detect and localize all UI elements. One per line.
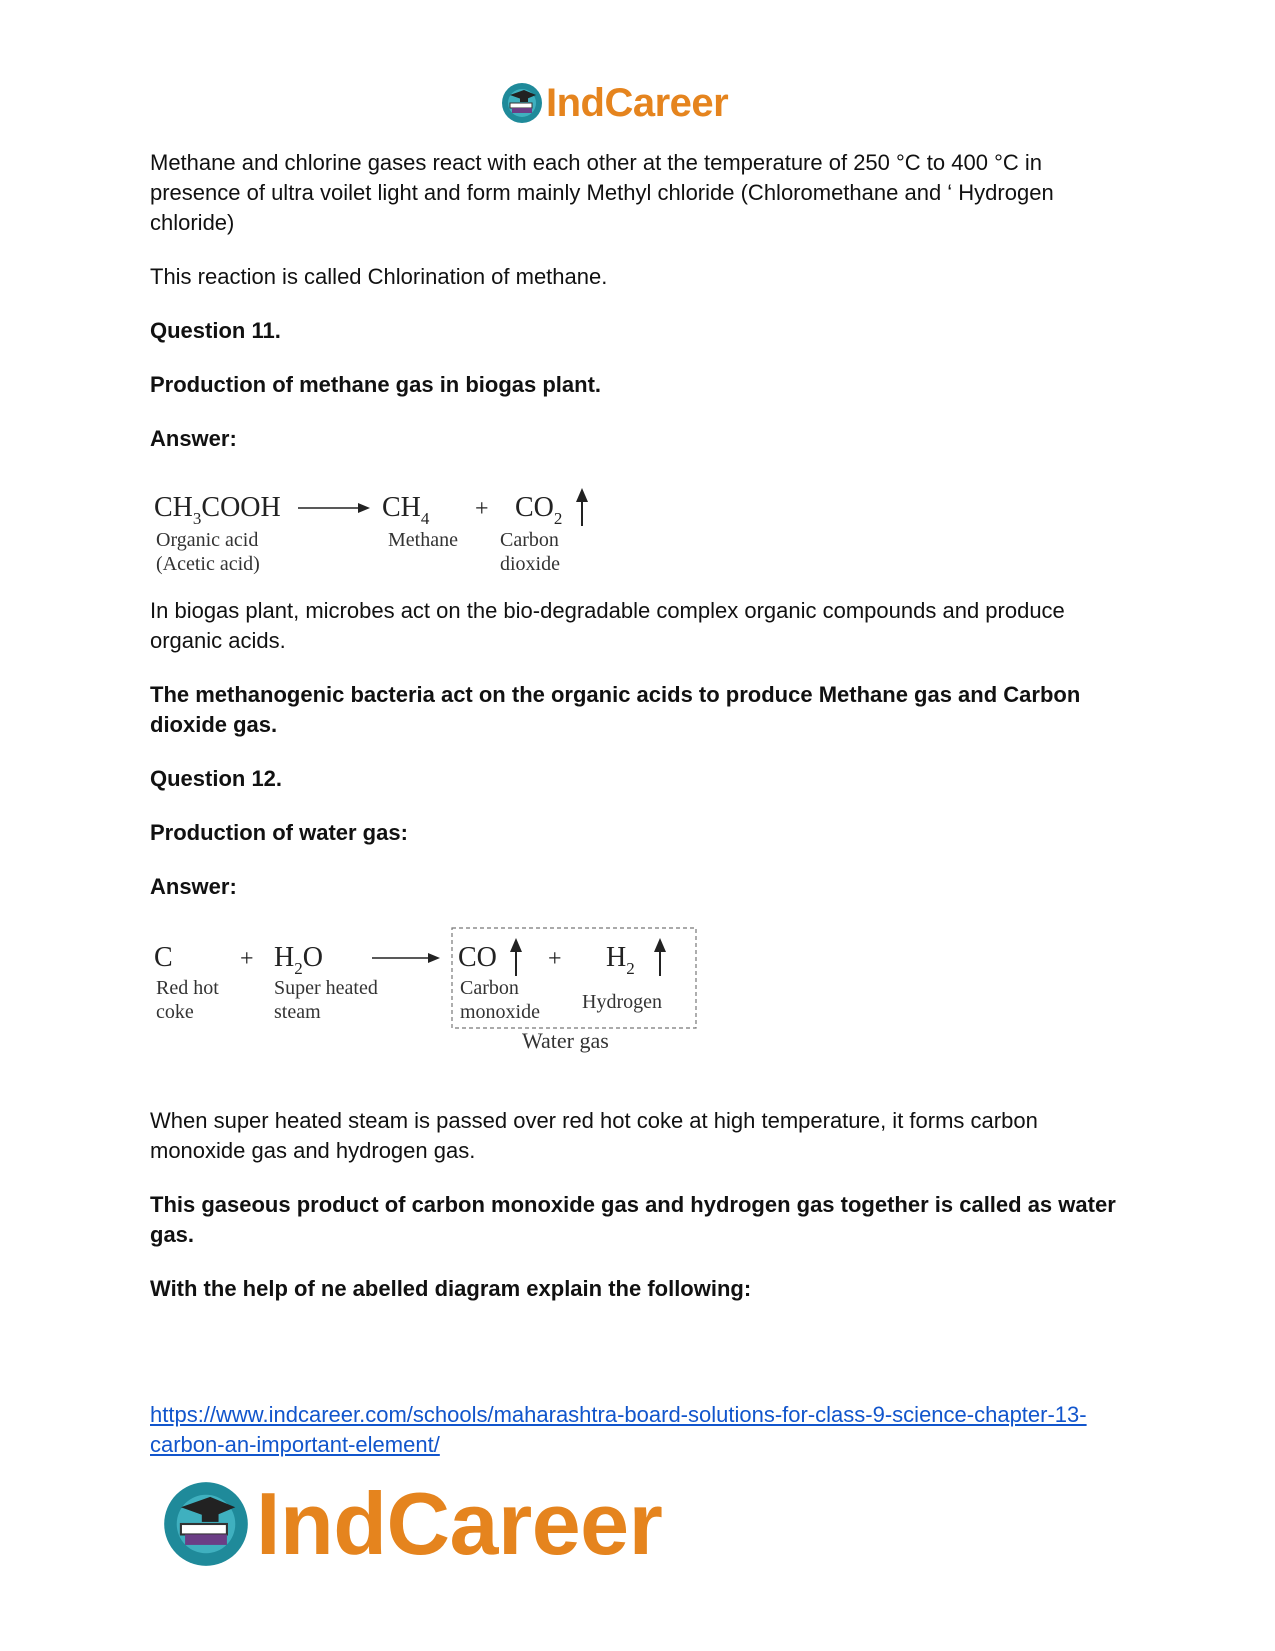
question-title: Production of methane gas in biogas plant. — [150, 372, 602, 397]
water-gas-label: Water gas — [522, 1028, 609, 1053]
paragraph: The methanogenic bacteria act on the organic acids to produce Methane gas and Carbon dioxide gas. — [150, 682, 1081, 737]
document-body — [150, 148, 1130, 1328]
question-heading: Question 12. — [150, 766, 283, 791]
eq1-label: Methane — [388, 529, 458, 551]
paragraph: This reaction is called Chlorination of methane. — [150, 264, 608, 289]
eq1-reactant: CH — [154, 492, 193, 523]
eq2-label: Hydrogen — [582, 991, 662, 1013]
eq2-label: Carbon — [460, 977, 519, 999]
paragraph: This gaseous product of carbon monoxide gas and hydrogen gas together is called as water gas. — [150, 1192, 1116, 1247]
svg-text:CH3COOH: $CH_3COOH$ — [154, 492, 281, 528]
eq1-plus: + — [475, 496, 489, 522]
equation-acetic-acid — [150, 478, 610, 578]
logo-emblem-icon — [160, 1478, 252, 1570]
paragraph: Methane and chlorine gases react with each other at the temperature of 250 °C to 400 °C in presence of ultra voilet light and form mainly Methyl chloride (Chloromethane and ‘ Hydrogen chloride) — [150, 150, 1054, 235]
question-heading: Question 11. — [150, 318, 281, 343]
eq1-label: (Acetic acid) — [156, 553, 260, 575]
eq1-product-co2: CO — [515, 492, 554, 523]
header-logo — [500, 78, 770, 128]
logo-text: IndCareer — [256, 1474, 663, 1573]
svg-text:CH4: $CH_4$ — [382, 492, 430, 528]
paragraph: When super heated steam is passed over red hot coke at high temperature, it forms carbon monoxide gas and hydrogen gas. — [150, 1108, 1038, 1163]
eq2-product-co: CO — [458, 942, 497, 973]
eq2-plus: + — [548, 946, 562, 972]
eq2-label: coke — [156, 1001, 194, 1023]
footer-logo — [160, 1474, 720, 1574]
answer-label: Answer: — [150, 874, 237, 899]
paragraph: With the help of ne abelled diagram explain the following: — [150, 1276, 752, 1301]
eq2-label: Super heated — [274, 977, 378, 999]
gas-up-arrow-icon — [576, 488, 588, 502]
eq2-product-h2: H — [606, 942, 627, 973]
question-title: Production of water gas: — [150, 820, 408, 845]
logo-text: IndCareer — [546, 80, 729, 125]
svg-text:CO2: $CO_2$ — [515, 492, 563, 528]
eq1-product-methane: CH — [382, 492, 421, 523]
paragraph: In biogas plant, microbes act on the bio-degradable complex organic compounds and produce organic acids. — [150, 598, 1065, 653]
eq2-label: monoxide — [460, 1001, 540, 1023]
answer-label: Answer: — [150, 426, 237, 451]
svg-text:H2O: $H_2O$ — [274, 942, 323, 978]
eq1-label: Carbon — [500, 529, 559, 551]
eq1-label: dioxide — [500, 553, 560, 575]
equation-water-gas — [150, 926, 710, 1066]
source-link[interactable]: https://www.indcareer.com/schools/maharashtra-board-solutions-for-class-9-science-chapter-13-carbon-an-important-element/ — [150, 1402, 1087, 1457]
eq2-reactant-c: C — [154, 942, 173, 973]
svg-text:H2: $H_2$ — [606, 942, 635, 978]
footer-link-wrap — [150, 1400, 1140, 1460]
eq2-label: steam — [274, 1001, 321, 1023]
eq1-label: Organic acid — [156, 529, 259, 551]
logo-emblem-icon — [500, 81, 544, 125]
eq2-reactant-h2o: H — [274, 942, 295, 973]
eq2-plus: + — [240, 946, 254, 972]
gas-up-arrow-icon — [654, 938, 666, 952]
eq2-label: Red hot — [156, 977, 219, 999]
gas-up-arrow-icon — [510, 938, 522, 952]
